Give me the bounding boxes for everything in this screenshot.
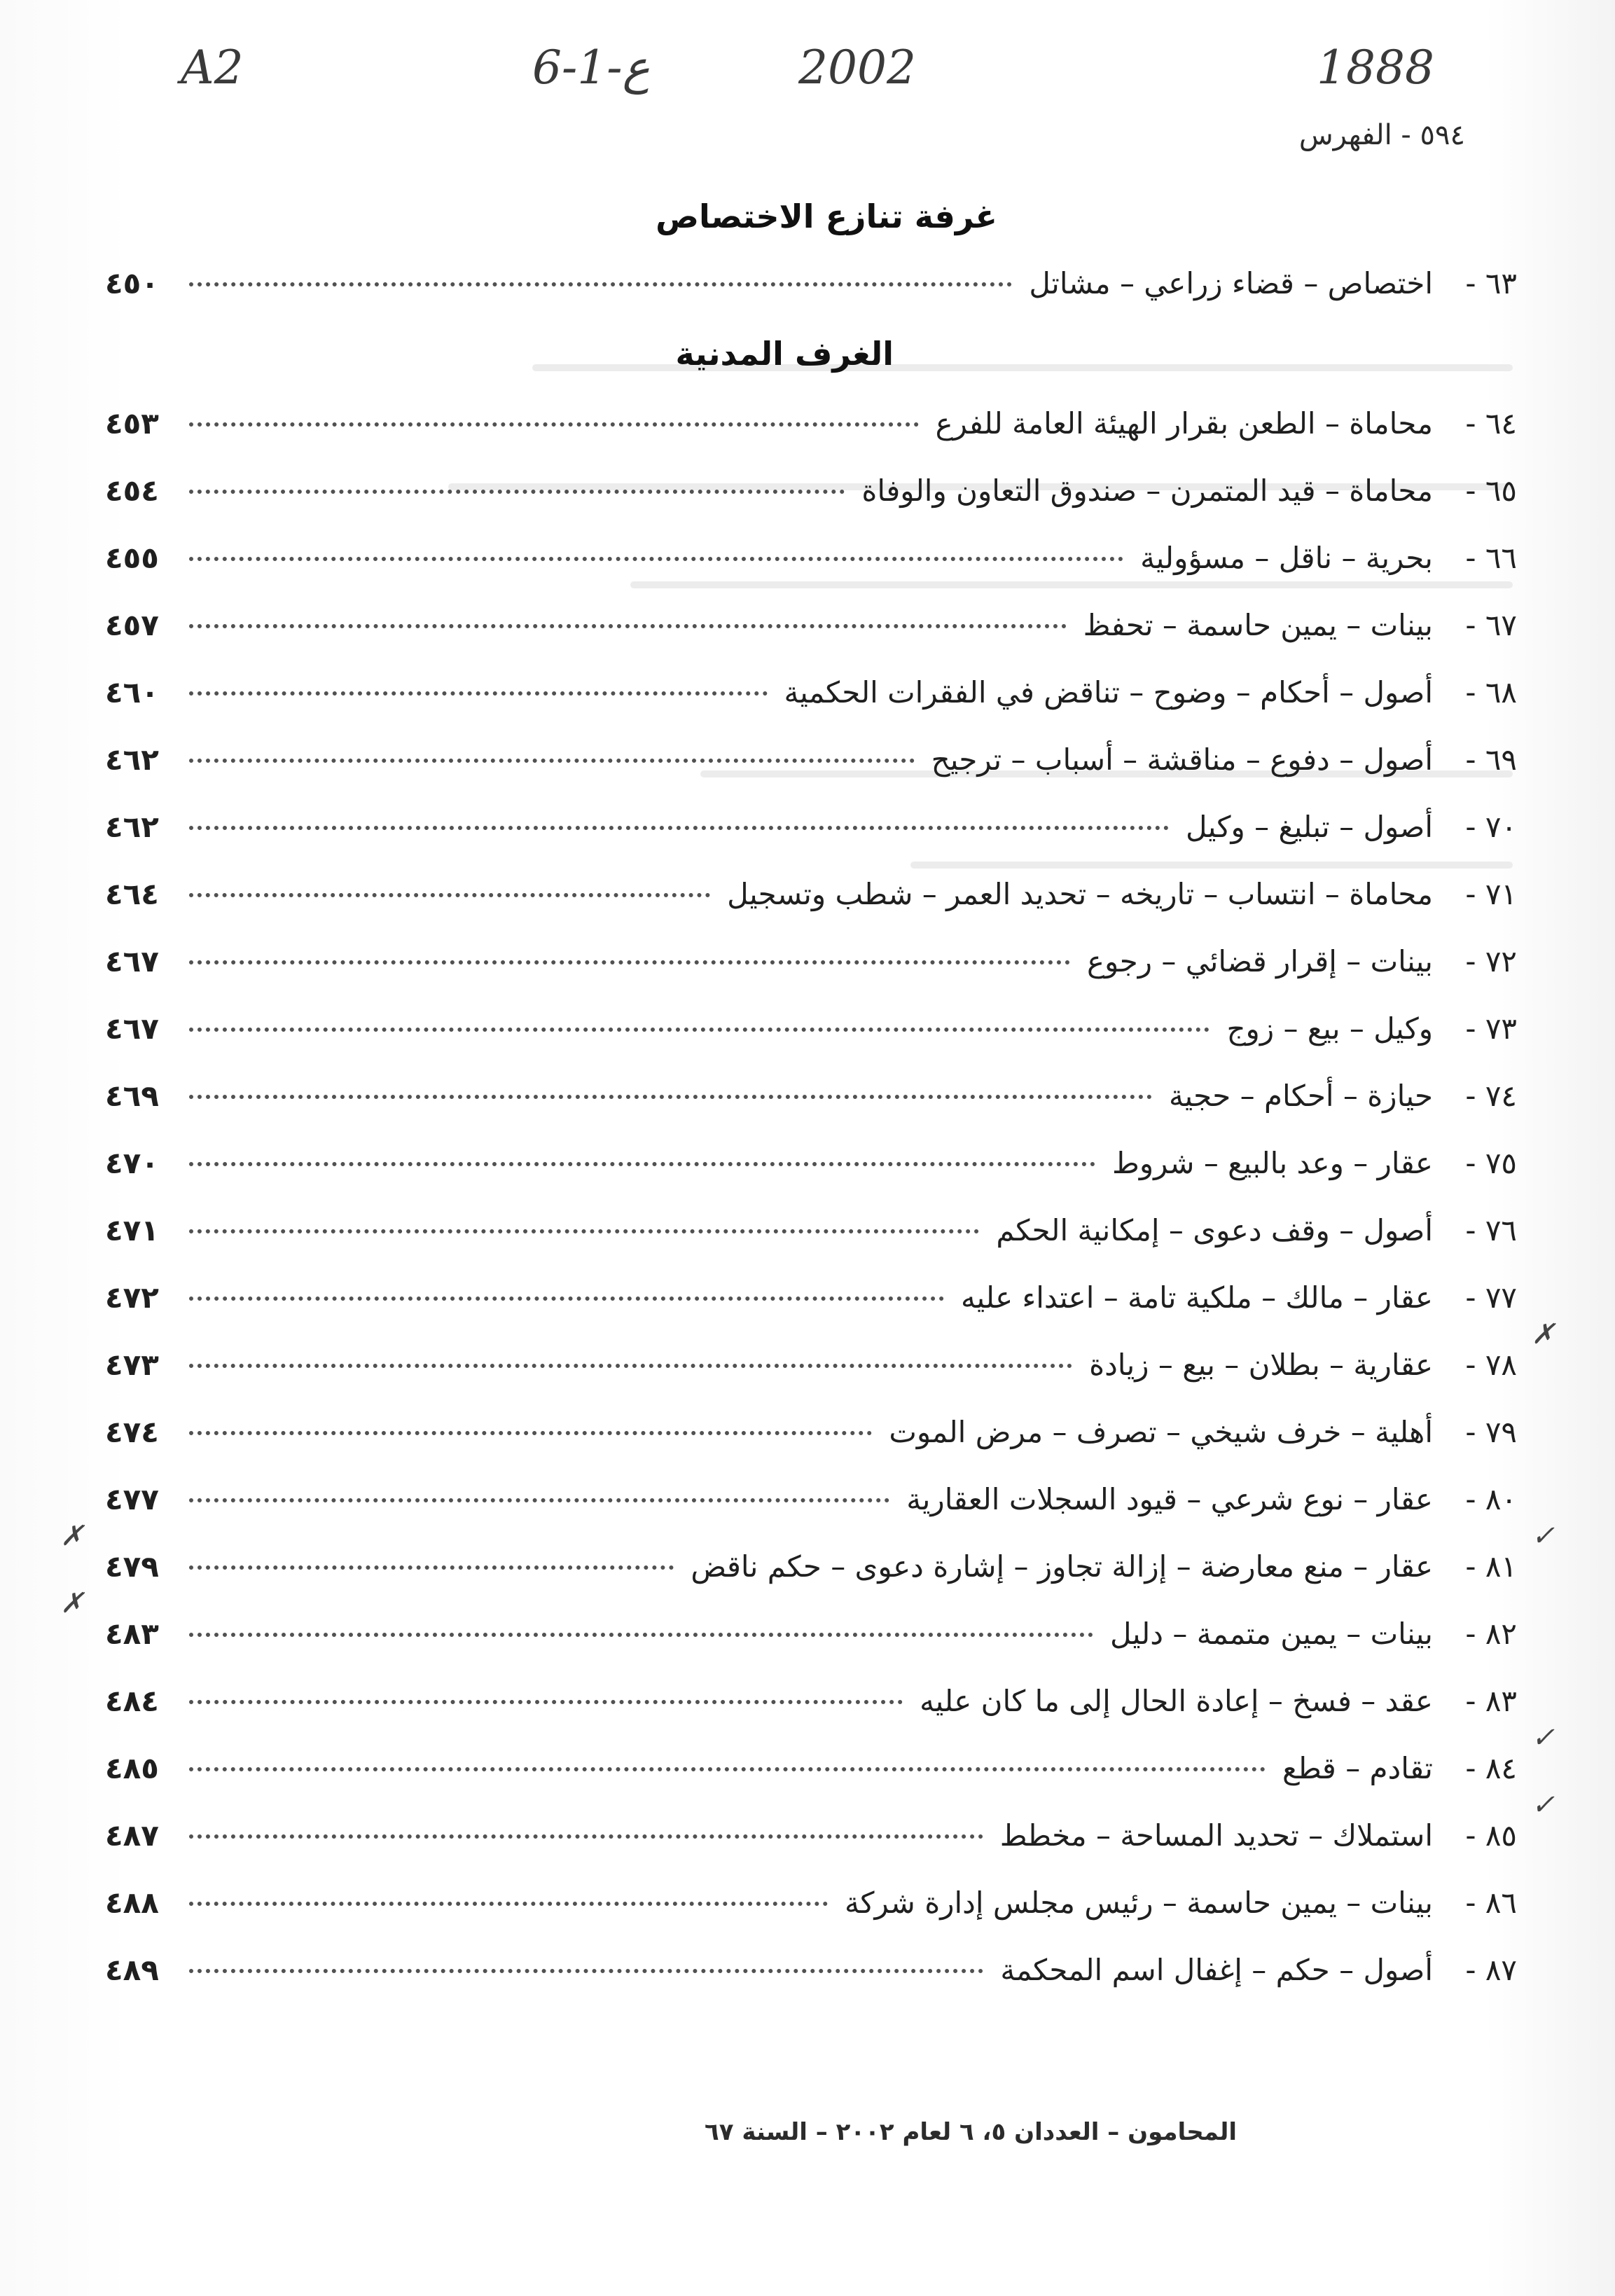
entry-number: ٦٧ - [1465,608,1517,642]
toc-entry [105,541,1517,586]
entry-title: أهلية – خرف شيخي – تصرف – مرض الموت [889,1415,1433,1449]
entry-page-number: ٤٧٠ [105,1146,159,1180]
entry-title: أصول – أحكام – وضوح – تناقض في الفقرات الحكمية [784,675,1433,710]
entry-page-number: ٤٦٧ [105,1011,159,1046]
handwritten-tick-icon: ✗ [60,1520,84,1552]
entry-page-number: ٤٨٣ [105,1617,159,1651]
entry-number: ٨٦ - [1465,1886,1517,1920]
entry-page-number: ٤٥٤ [105,473,159,508]
entry-number: ٨٣ - [1465,1684,1517,1718]
toc-entry [105,1684,1517,1729]
dot-leader [189,1834,983,1839]
entry-number: ٨٥ - [1465,1818,1517,1853]
toc-entry [105,1549,1517,1594]
dot-leader [189,422,919,427]
handwritten-note: 2002 [798,41,916,95]
toc-entry [105,266,1517,311]
dot-leader [189,1095,1152,1099]
entry-number: ٧٩ - [1465,1415,1517,1449]
entry-page-number: ٤٧٢ [105,1280,159,1315]
handwritten-tick-icon: ✗ [60,1587,84,1619]
handwritten-note: 6-1-ع [532,41,650,95]
dot-leader [189,1633,1093,1637]
entry-number: ٦٦ - [1465,541,1517,575]
entry-title: عقار – مالك – ملكية تامة – اعتداء عليه [961,1280,1433,1315]
toc-entry [105,810,1517,855]
entry-title: محاماة – الطعن بقرار الهيئة العامة للفرع [935,406,1433,441]
entry-page-number: ٤٥٠ [105,266,159,300]
toc-entry [105,1751,1517,1796]
toc-entry [105,1146,1517,1191]
entry-page-number: ٤٨٧ [105,1818,159,1853]
entry-number: ٧٧ - [1465,1280,1517,1315]
toc-entry [105,1213,1517,1258]
entry-title: محاماة – قيد المتمرن – صندوق التعاون والوفاة [861,473,1433,508]
toc-entry [105,608,1517,653]
handwritten-tick-icon: ✓ [1531,1722,1555,1754]
toc-entry [105,1011,1517,1056]
entry-page-number: ٤٨٤ [105,1684,159,1718]
entry-title: بينات – إقرار قضائي – رجوع [1087,944,1433,978]
entry-number: ٨٠ - [1465,1482,1517,1516]
handwritten-note: A2 [181,41,244,95]
toc-entry [105,1348,1517,1392]
toc-entry [105,877,1517,922]
entry-title: أصول – تبليغ – وكيل [1185,810,1433,844]
entry-page-number: ٤٥٥ [105,541,159,575]
entry-page-number: ٤٦٩ [105,1079,159,1113]
entry-number: ٧٢ - [1465,944,1517,978]
dot-leader [189,691,768,696]
entry-title: بينات – يمين حاسمة – تحفظ [1083,608,1433,642]
entry-page-number: ٤٦٠ [105,675,159,710]
dot-leader [189,1162,1095,1166]
entry-title: محاماة – انتساب – تاريخه – تحديد العمر – شطب وتسجيل [727,877,1433,911]
entry-page-number: ٤٨٥ [105,1751,159,1785]
toc-entry [105,473,1517,518]
entry-page-number: ٤٦٧ [105,944,159,978]
entry-page-number: ٤٨٩ [105,1953,159,1987]
entry-title: بينات – يمين حاسمة – رئيس مجلس إدارة شركة [845,1886,1433,1920]
entry-title: عقار – وعد بالبيع – شروط [1111,1146,1433,1180]
dot-leader [189,1700,903,1704]
dot-leader [189,1902,828,1906]
entry-page-number: ٤٦٢ [105,742,159,777]
entry-number: ٧٠ - [1465,810,1517,844]
dot-leader [189,1296,944,1301]
entry-number: ٧٦ - [1465,1213,1517,1247]
entry-number: ٧٤ - [1465,1079,1517,1113]
entry-number: ٧١ - [1465,877,1517,911]
dot-leader [189,1431,872,1435]
toc-entry [105,675,1517,720]
entry-title: بحرية – ناقل – مسؤولية [1140,541,1433,575]
dot-leader [189,759,915,763]
entry-title: تقادم – قطع [1282,1751,1433,1785]
toc-entry [105,1280,1517,1325]
entry-title: حيازة – أحكام – حجية [1168,1079,1433,1113]
dot-leader [189,1767,1266,1771]
entry-title: عقد – فسخ – إعادة الحال إلى ما كان عليه [920,1684,1433,1718]
toc-entry [105,1953,1517,1998]
handwritten-tick-icon: ✓ [1531,1520,1555,1552]
entry-title: استملاك – تحديد المساحة – مخطط [999,1818,1433,1853]
entry-page-number: ٤٧٧ [105,1482,159,1516]
entry-page-number: ٤٧٣ [105,1348,159,1382]
entry-page-number: ٤٧٤ [105,1415,159,1449]
toc-entry [105,1617,1517,1661]
entry-number: ٨١ - [1465,1549,1517,1584]
dot-leader [189,826,1169,830]
dot-leader [189,1028,1209,1032]
page-footer: المحامون – العددان ٥، ٦ لعام ٢٠٠٢ – السنة ٦٧ [705,2118,1237,2146]
dot-leader [189,1565,674,1570]
entry-number: ٧٥ - [1465,1146,1517,1180]
section-heading: الغرف المدنية [675,335,894,373]
entry-title: عقار – نوع شرعي – قيود السجلات العقارية [906,1482,1433,1516]
entry-number: ٦٥ - [1465,473,1517,508]
dot-leader [189,1498,889,1502]
entry-number: ٨٢ - [1465,1617,1517,1651]
dot-leader [189,1969,983,1973]
bleed-through-mark [910,862,1513,869]
handwritten-note: 1888 [1317,41,1434,95]
dot-leader [189,490,845,494]
entry-number: ٧٣ - [1465,1011,1517,1046]
entry-page-number: ٤٧١ [105,1213,159,1247]
entry-title: عقارية – بطلان – بيع – زيادة [1089,1348,1433,1382]
dot-leader [189,960,1070,964]
entry-number: ٦٩ - [1465,742,1517,777]
entry-number: ٨٤ - [1465,1751,1517,1785]
entry-page-number: ٤٦٤ [105,877,159,911]
toc-entry [105,1482,1517,1527]
entry-title: بينات – يمين متممة – دليل [1110,1617,1433,1651]
dot-leader [189,1229,979,1233]
handwritten-tick-icon: ✓ [1531,1789,1555,1821]
dot-leader [189,1364,1072,1368]
dot-leader [189,893,710,897]
toc-entry [105,1886,1517,1930]
entry-page-number: ٤٦٢ [105,810,159,844]
toc-entry [105,944,1517,989]
entry-number: ٧٨ - [1465,1348,1517,1382]
toc-entry [105,1415,1517,1460]
handwritten-tick-icon: ✗ [1531,1318,1555,1350]
entry-title: أصول – وقف دعوى – إمكانية الحكم [996,1213,1433,1247]
entry-page-number: ٤٨٨ [105,1886,159,1920]
entry-number: ٦٨ - [1465,675,1517,710]
entry-number: ٨٧ - [1465,1953,1517,1987]
entry-title: عقار – منع معارضة – إزالة تجاوز – إشارة دعوى – حكم ناقض [691,1549,1433,1584]
entry-number: ٦٣ - [1465,266,1517,300]
toc-entry [105,406,1517,451]
running-head: ٥٩٤ - الفهرس [1298,119,1465,151]
section-heading: غرفة تنازع الاختصاص [656,198,997,235]
toc-entry [105,1818,1517,1863]
entry-title: أصول – حكم – إغفال اسم المحكمة [1000,1953,1433,1987]
dot-leader [189,557,1123,561]
entry-title: أصول – دفوع – مناقشة – أسباب – ترجيح [931,742,1433,777]
toc-entry [105,1079,1517,1123]
entry-title: وكيل – بيع – زوج [1226,1011,1433,1046]
dot-leader [189,282,1012,286]
dot-leader [189,624,1067,628]
entry-title: اختصاص – قضاء زراعي – مشاتل [1029,266,1433,300]
entry-page-number: ٤٥٣ [105,406,159,441]
toc-entry [105,742,1517,787]
entry-page-number: ٤٥٧ [105,608,159,642]
entry-page-number: ٤٧٩ [105,1549,159,1584]
entry-number: ٦٤ - [1465,406,1517,441]
